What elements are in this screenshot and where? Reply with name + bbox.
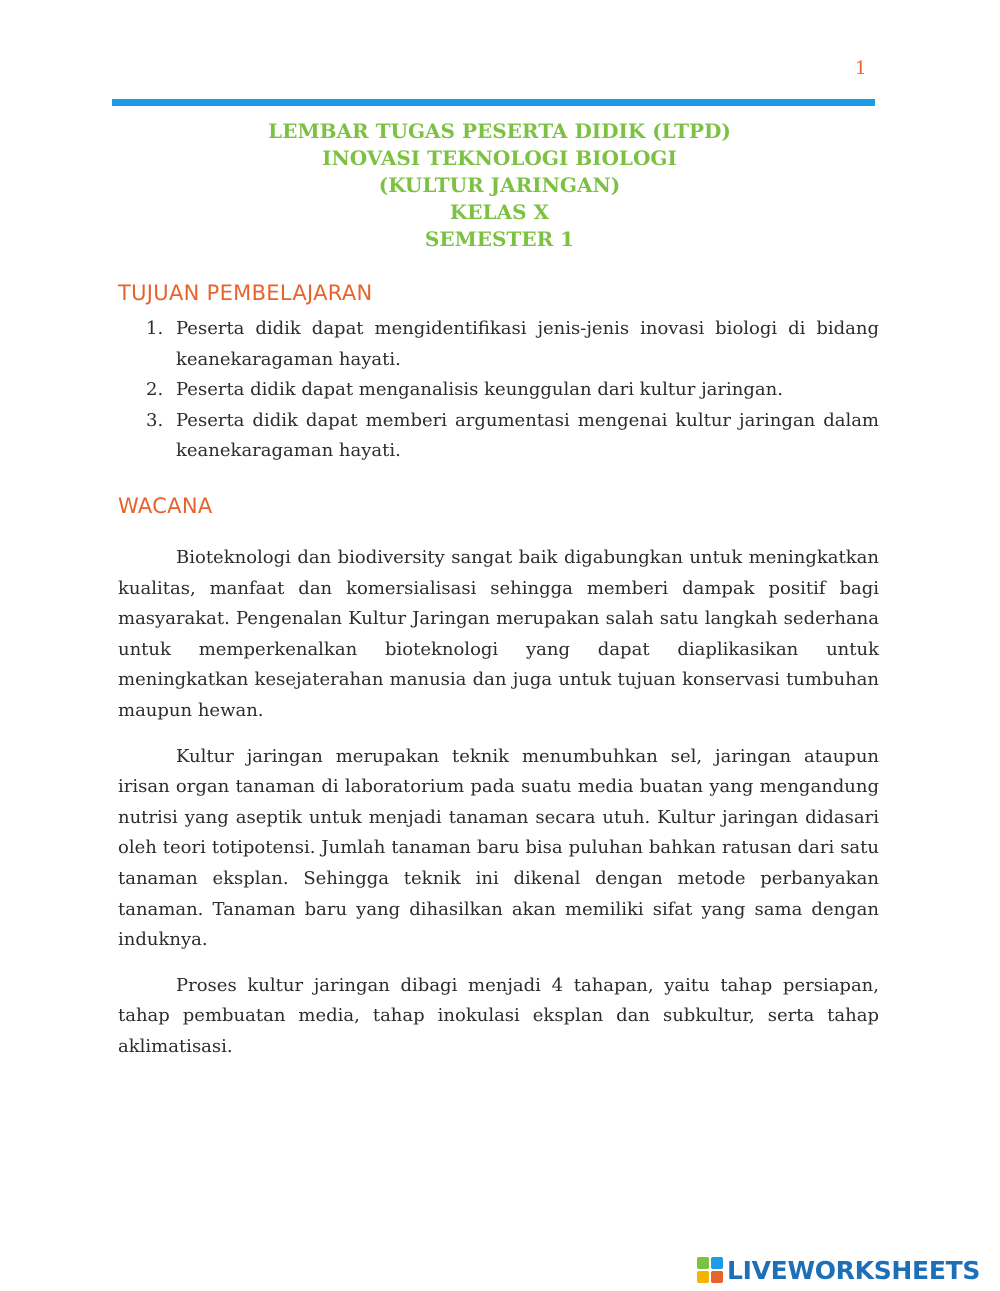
document-title — [112, 118, 887, 253]
objective-number: 2. — [146, 379, 164, 400]
title-line: LEMBAR TUGAS PESERTA DIDIK (LTPD) — [268, 119, 731, 143]
logo-square — [711, 1271, 723, 1283]
objective-item — [118, 375, 879, 406]
wacana-body — [118, 543, 879, 1078]
objective-text: Peserta didik dapat mengidentifikasi jenis-jenis inovasi biologi di bidang keanekaragaman hayati. — [176, 318, 879, 370]
objectives-list — [118, 314, 879, 467]
wacana-paragraph: Proses kultur jaringan dibagi menjadi 4 tahapan, yaitu tahap persiapan, tahap pembuatan media, tahap inokulasi eksplan dan subkultur, serta tahap aklimatisasi. — [118, 974, 879, 1057]
title-line: KELAS X — [449, 200, 550, 224]
logo-square — [711, 1257, 723, 1269]
objective-text: Peserta didik dapat menganalisis keunggulan dari kultur jaringan. — [176, 379, 783, 400]
logo-square — [697, 1257, 709, 1269]
logo-square — [697, 1271, 709, 1283]
header-rule — [112, 99, 875, 106]
brand-name: LIVEWORKSHEETS — [727, 1255, 981, 1285]
page-number: 1 — [855, 58, 867, 79]
objective-item — [118, 406, 879, 467]
objective-text: Peserta didik dapat memberi argumentasi mengenai kultur jaringan dalam keanekaragaman hayati. — [176, 409, 879, 461]
title-line: INOVASI TEKNOLOGI BIOLOGI — [322, 146, 677, 170]
objective-number: 3. — [146, 409, 164, 431]
title-line: SEMESTER 1 — [424, 227, 575, 251]
title-line: (KULTUR JARINGAN) — [378, 173, 621, 197]
liveworksheets-logo-icon — [697, 1257, 723, 1283]
objectives-heading: TUJUAN PEMBELAJARAN — [118, 281, 373, 305]
wacana-paragraph: Kultur jaringan merupakan teknik menumbuhkan sel, jaringan ataupun irisan organ tanaman di laboratorium pada suatu media buatan yang mengandung nutrisi yang aseptik untuk menjadi tanaman secara utuh. Kultur jaringan didasari oleh teori totipotensi. Jumlah tanaman baru bisa puluhan bahkan ratusan dari satu tanaman eksplan. Sehingga teknik ini dikenal dengan metode perbanyakan tanaman. Tanaman baru yang dihasilkan akan memiliki sifat yang sama dengan induknya. — [118, 745, 879, 951]
wacana-paragraph: Bioteknologi dan biodiversity sangat baik digabungkan untuk meningkatkan kualitas, manfaat dan komersialisasi sehingga memberi dampak positif bagi masyarakat. Pengenalan Kultur Jaringan merupakan salah satu langkah sederhana untuk memperkenalkan bioteknologi yang dapat diaplikasikan untuk meningkatkan kesejaterahan manusia dan juga untuk tujuan konservasi tumbuhan maupun hewan. — [118, 547, 879, 721]
objective-number: 1. — [146, 318, 164, 339]
wacana-heading: WACANA — [118, 494, 213, 518]
objective-item — [118, 314, 879, 375]
liveworksheets-brand[interactable] — [697, 1255, 980, 1285]
